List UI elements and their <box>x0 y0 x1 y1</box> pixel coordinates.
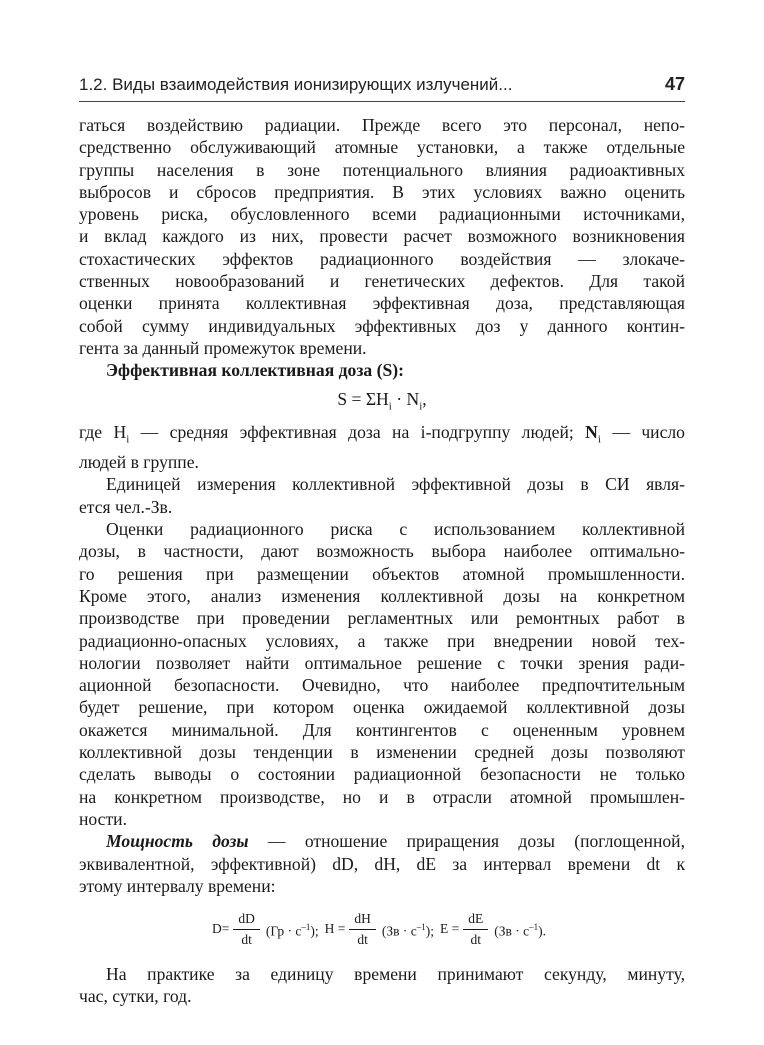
formula-subscript: i <box>419 400 423 413</box>
text-line: го решения при размещении объектов атомной промышленности. <box>79 563 685 584</box>
text-line: группы населения в зоне потенциального влияния радиоактивных <box>79 159 685 180</box>
text-line: гента за данный промежуток времени. <box>79 337 367 358</box>
formula-collective-dose <box>79 388 685 418</box>
numerator: dD <box>233 910 260 930</box>
subscript: i <box>126 433 130 446</box>
text-line: выбросов и сбросов предприятия. В этих условиях важно оценить <box>79 181 685 202</box>
text-line: окажется минимальной. Для контингентов с оцененным уровнем <box>79 719 685 740</box>
unit <box>382 916 434 943</box>
denominator: dt <box>241 931 252 947</box>
formula-subscript: i <box>388 400 392 413</box>
heading-collective-dose <box>79 359 685 381</box>
paragraph-unit <box>79 473 685 518</box>
exponent: –1 <box>301 921 311 932</box>
text-line <box>79 421 685 451</box>
running-header <box>79 73 685 102</box>
text-line <box>79 830 685 852</box>
numerator: dH <box>349 910 376 930</box>
paragraph-risk <box>79 518 685 830</box>
text-line: на конкретном производстве, но и в отрасли атомной промышлен- <box>79 786 685 807</box>
fraction <box>233 910 260 949</box>
text-line: Кроме этого, анализ изменения коллективной дозы на конкретном <box>79 585 685 606</box>
text-fragment: — число <box>600 422 685 443</box>
text-line: ется чел.-Зв. <box>79 496 173 517</box>
formula-part: S = ΣH <box>337 388 389 409</box>
paragraph-practice <box>79 963 685 1008</box>
paragraph-where <box>79 421 685 473</box>
unit-text: ); <box>310 923 319 939</box>
text-line: сделать выводы о состоянии радиационной безопасности не только <box>79 764 685 785</box>
fraction <box>349 910 376 949</box>
denominator: dt <box>470 931 481 947</box>
text-line: собой сумму индивидуальных эффективных доз у данного контин- <box>79 315 685 336</box>
text-line: нологии позволяет найти оптимальное решение с точки зрения ради- <box>79 652 685 673</box>
text-line: час, сутки, год. <box>79 986 192 1007</box>
formula-lhs: D= <box>212 920 230 936</box>
unit-text: (Зв · с <box>381 923 417 939</box>
text-line: дозы, в частности, дают возможность выбора наиболее оптимально- <box>79 541 685 562</box>
running-title: 1.2. Виды взаимодействия ионизирующих излучений... <box>79 75 513 94</box>
formula-lhs: H = <box>324 920 346 936</box>
text-line: ационной безопасности. Очевидно, что наиболее предпочтительным <box>79 675 685 696</box>
text-line: радиационно-опасных условиях, а также при внедрении новой тех- <box>79 630 685 651</box>
unit <box>494 916 546 943</box>
text-line: эквивалентной, эффективной) dD, dH, dE за интервал времени dt к <box>79 853 685 874</box>
formula-lhs: E = <box>439 920 460 936</box>
bold-italic-term: Мощность дозы <box>106 831 249 852</box>
text-line: этому интервалу времени: <box>79 875 276 896</box>
text-line: гаться воздействию радиации. Прежде всего это персонал, непо- <box>79 115 685 135</box>
denominator: dt <box>357 931 368 947</box>
bold-term: Эффективная коллективная доза (S): <box>106 360 404 381</box>
formula-dose-rates <box>79 907 685 951</box>
numerator: dE <box>463 910 488 930</box>
text-line: и вклад каждого из них, провести расчет возможного возникновения <box>79 226 685 247</box>
unit-text: (Зв · с <box>494 923 530 939</box>
text-line: Единицей измерения коллективной эффективной дозы в СИ явля- <box>106 474 685 495</box>
unit-text: ); <box>425 923 434 939</box>
text-line: На практике за единицу времени принимают секунду, минуту, <box>106 964 685 985</box>
text-line: людей в группе. <box>79 452 199 473</box>
exponent: –1 <box>416 921 426 932</box>
subscript: i <box>597 433 601 446</box>
unit-text: ). <box>538 923 546 939</box>
unit-text: (Гр · с <box>265 923 302 939</box>
book-page <box>79 73 685 1008</box>
text-line: производстве при проведении регламентных или ремонтных работ в <box>79 608 685 629</box>
text-line: коллективной дозы тенденции в изменении средней дозы позволяют <box>79 742 685 763</box>
text-line: будет решение, при котором оценка ожидаемой коллективной дозы <box>79 697 685 718</box>
text-fragment: — отношение приращения дозы (поглощенной, <box>248 831 685 852</box>
paragraph-intro <box>79 114 685 359</box>
paragraph-dose-rate <box>79 830 685 897</box>
page-body <box>79 114 685 1008</box>
fraction <box>463 910 488 949</box>
text-line: стохастических эффектов радиационного воздействия — злокаче- <box>79 248 685 269</box>
text-line: ственных новообразований и генетических дефектов. Для такой <box>79 271 685 292</box>
bold-symbol: N <box>585 422 598 443</box>
page-number: 47 <box>664 74 685 94</box>
unit <box>266 916 319 943</box>
text-fragment: — средняя эффективная доза на i-подгруппу людей; <box>129 422 586 443</box>
text-line: Оценки радиационного риска с использованием коллективной <box>106 519 685 540</box>
text-line: средственно обслуживающий атомные установки, а также отдельные <box>79 137 685 158</box>
text-fragment: где H <box>79 422 127 443</box>
formula-part: · N <box>391 388 420 409</box>
text-line: оценки принята коллективная эффективная доза, представляющая <box>79 293 685 314</box>
text-line: уровень риска, обусловленного всеми радиационными источниками, <box>79 204 685 225</box>
text-line: ности. <box>79 808 127 829</box>
exponent: –1 <box>529 921 539 932</box>
formula-part: , <box>422 388 427 409</box>
